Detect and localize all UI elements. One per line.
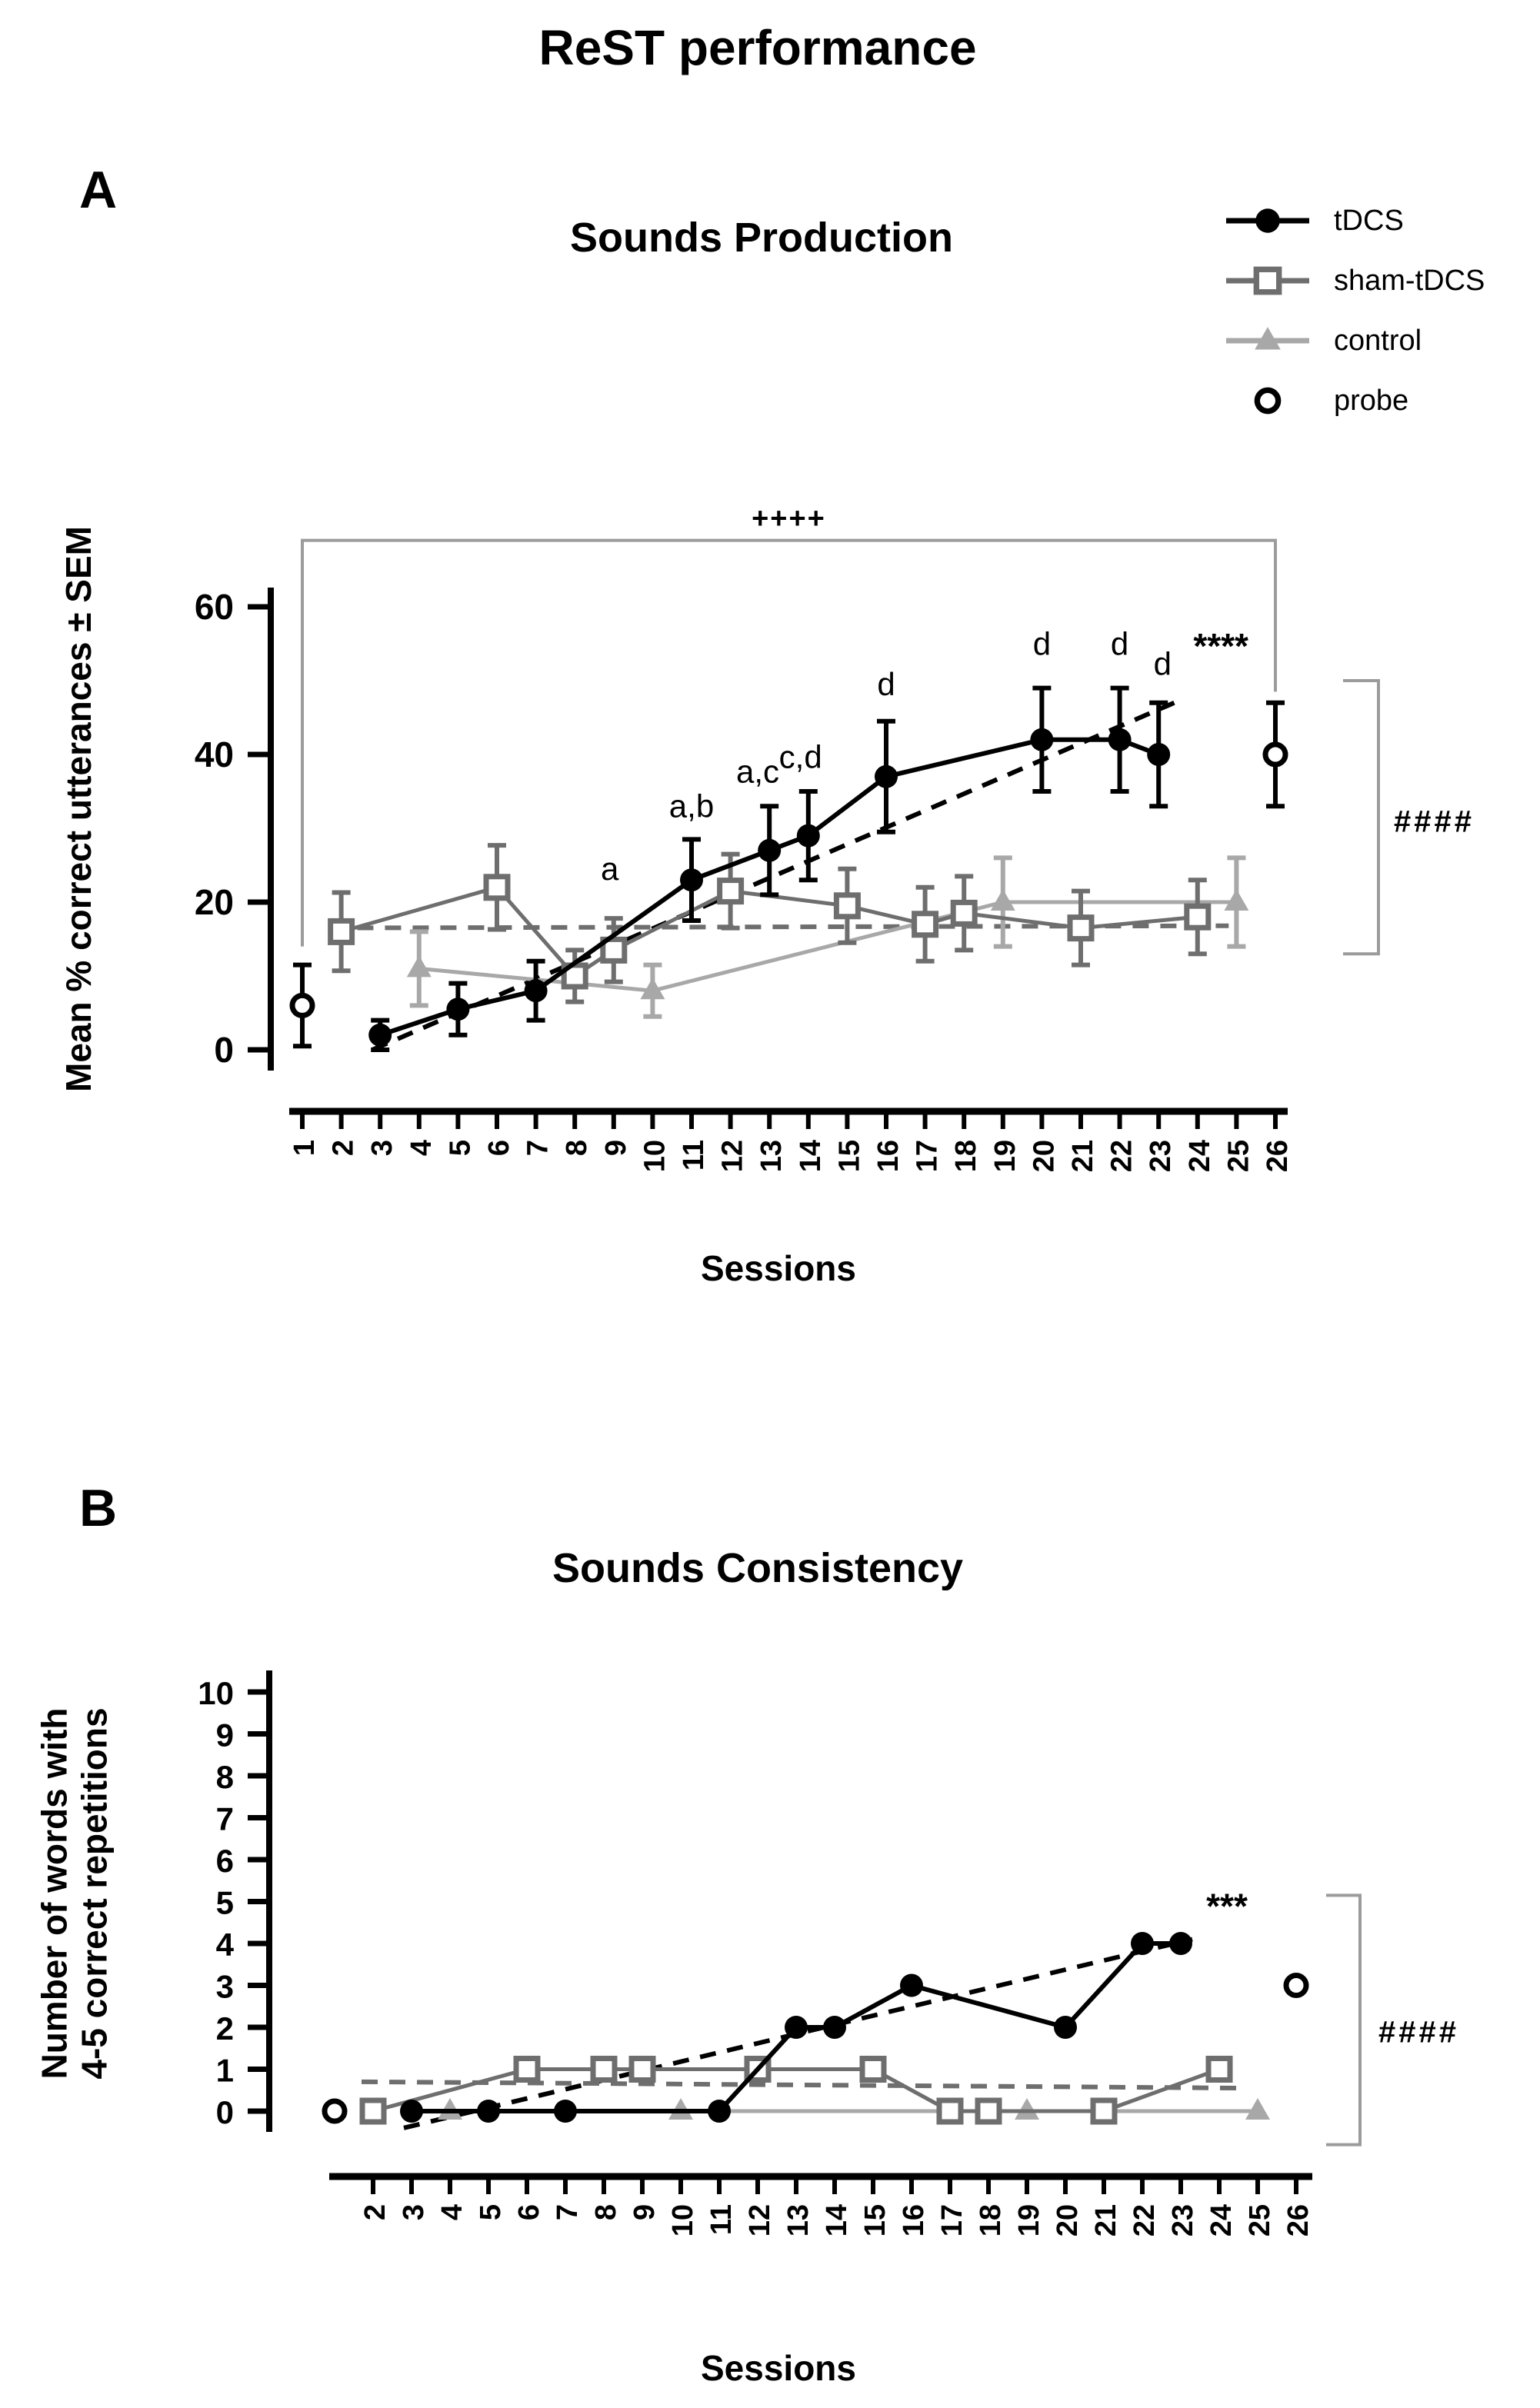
svg-text:++++: ++++ bbox=[752, 502, 826, 535]
svg-text:7: 7 bbox=[215, 1800, 234, 1837]
svg-text:24: 24 bbox=[1205, 2204, 1238, 2237]
svg-text:6: 6 bbox=[483, 1140, 515, 1157]
svg-text:21: 21 bbox=[1067, 1140, 1099, 1173]
svg-text:9: 9 bbox=[215, 1717, 234, 1754]
svg-text:####: #### bbox=[1394, 804, 1475, 839]
svg-text:d: d bbox=[1032, 625, 1052, 662]
svg-text:9: 9 bbox=[599, 1140, 632, 1157]
figure-title: ReST performance bbox=[538, 20, 977, 75]
svg-text:60: 60 bbox=[194, 587, 234, 627]
svg-text:20: 20 bbox=[194, 882, 234, 922]
svg-text:13: 13 bbox=[755, 1140, 788, 1173]
svg-text:d: d bbox=[1110, 625, 1129, 662]
panel-b-y-axis-title-line1: Number of words with bbox=[34, 1707, 75, 2080]
axes bbox=[195, 587, 1294, 1172]
svg-text:a,c: a,c bbox=[736, 753, 780, 790]
panel-A-chart bbox=[195, 503, 1475, 1173]
svg-text:2: 2 bbox=[215, 2010, 234, 2047]
svg-text:9: 9 bbox=[628, 2204, 661, 2221]
svg-text:18: 18 bbox=[975, 2204, 1007, 2237]
svg-text:15: 15 bbox=[859, 2204, 892, 2237]
svg-text:25: 25 bbox=[1244, 2204, 1276, 2237]
panel-b-y-axis-title-line2: 4-5 correct repetitions bbox=[74, 1707, 114, 2080]
svg-text:4: 4 bbox=[215, 1927, 234, 1963]
svg-text:3: 3 bbox=[366, 1140, 399, 1157]
svg-text:16: 16 bbox=[872, 1140, 905, 1173]
panel-a-y-axis-title: Mean % correct utterances ± SEM bbox=[58, 526, 98, 1092]
series-probe bbox=[325, 1976, 1306, 2122]
svg-text:26: 26 bbox=[1282, 2204, 1315, 2237]
svg-text:12: 12 bbox=[716, 1140, 749, 1173]
svg-text:a: a bbox=[601, 851, 619, 888]
svg-text:2: 2 bbox=[359, 2204, 392, 2221]
svg-text:0: 0 bbox=[215, 2094, 234, 2130]
svg-text:11: 11 bbox=[705, 2204, 738, 2236]
svg-text:20: 20 bbox=[1052, 2204, 1084, 2237]
panel-a-letter: A bbox=[79, 161, 118, 219]
bracket-top bbox=[302, 503, 1275, 947]
svg-text:3: 3 bbox=[215, 1968, 234, 2005]
svg-text:17: 17 bbox=[911, 1140, 944, 1173]
svg-text:6: 6 bbox=[215, 1843, 234, 1879]
svg-text:d: d bbox=[1153, 645, 1172, 682]
svg-text:21: 21 bbox=[1090, 2204, 1122, 2237]
legend-label: control bbox=[1334, 324, 1422, 357]
svg-text:c,d: c,d bbox=[778, 738, 822, 775]
svg-text:***: *** bbox=[1206, 1886, 1248, 1927]
series-tDCS bbox=[368, 688, 1170, 1050]
svg-text:2: 2 bbox=[327, 1140, 360, 1157]
svg-text:5: 5 bbox=[215, 1884, 234, 1921]
significance-annotations bbox=[1206, 1886, 1248, 1926]
panel-b-letter: B bbox=[79, 1479, 118, 1537]
svg-text:23: 23 bbox=[1167, 2204, 1199, 2237]
svg-text:4: 4 bbox=[405, 1140, 438, 1157]
bracket-right bbox=[1343, 681, 1475, 954]
svg-text:1: 1 bbox=[215, 2052, 234, 2089]
svg-text:6: 6 bbox=[513, 2204, 545, 2221]
svg-text:15: 15 bbox=[833, 1140, 866, 1173]
svg-text:26: 26 bbox=[1262, 1140, 1294, 1173]
svg-text:22: 22 bbox=[1128, 2204, 1161, 2237]
svg-text:13: 13 bbox=[782, 2204, 815, 2237]
legend-label: sham-tDCS bbox=[1334, 264, 1485, 297]
svg-text:17: 17 bbox=[936, 2204, 968, 2237]
panel-b-x-axis-title: Sessions bbox=[701, 2348, 856, 2388]
svg-text:25: 25 bbox=[1222, 1140, 1255, 1173]
svg-text:####: #### bbox=[1378, 2015, 1459, 2050]
svg-text:1: 1 bbox=[288, 1140, 321, 1157]
svg-text:****: **** bbox=[1193, 626, 1248, 667]
svg-text:14: 14 bbox=[821, 2204, 853, 2237]
svg-text:5: 5 bbox=[444, 1140, 477, 1157]
svg-text:19: 19 bbox=[1013, 2204, 1045, 2237]
svg-text:12: 12 bbox=[744, 2204, 776, 2237]
svg-text:0: 0 bbox=[214, 1030, 234, 1070]
panel-B-chart bbox=[198, 1670, 1459, 2236]
svg-text:7: 7 bbox=[552, 2204, 584, 2221]
svg-text:8: 8 bbox=[215, 1759, 234, 1795]
svg-text:d: d bbox=[877, 666, 895, 703]
svg-text:5: 5 bbox=[475, 2204, 507, 2221]
svg-text:4: 4 bbox=[436, 2204, 468, 2221]
svg-text:19: 19 bbox=[988, 1140, 1022, 1173]
panel-a-title: Sounds Production bbox=[570, 215, 953, 261]
svg-text:7: 7 bbox=[522, 1140, 555, 1157]
svg-text:10: 10 bbox=[667, 2204, 699, 2237]
svg-text:14: 14 bbox=[794, 1140, 827, 1173]
svg-text:10: 10 bbox=[638, 1140, 672, 1173]
panel-b-title: Sounds Consistency bbox=[552, 1545, 964, 1591]
svg-text:16: 16 bbox=[898, 2204, 930, 2237]
series-tDCS bbox=[400, 1932, 1192, 2123]
svg-text:11: 11 bbox=[678, 1140, 710, 1171]
svg-text:10: 10 bbox=[198, 1675, 234, 1711]
svg-text:22: 22 bbox=[1105, 1140, 1138, 1173]
svg-text:8: 8 bbox=[561, 1140, 594, 1157]
panel-a-x-axis-title: Sessions bbox=[701, 1248, 856, 1288]
svg-text:a,b: a,b bbox=[668, 788, 715, 824]
legend-label: probe bbox=[1334, 384, 1409, 417]
svg-text:18: 18 bbox=[950, 1140, 983, 1173]
svg-text:8: 8 bbox=[590, 2204, 622, 2221]
svg-text:23: 23 bbox=[1145, 1140, 1178, 1173]
svg-text:40: 40 bbox=[194, 734, 234, 774]
svg-text:20: 20 bbox=[1028, 1140, 1061, 1173]
legend-label: tDCS bbox=[1334, 204, 1404, 237]
svg-text:3: 3 bbox=[398, 2204, 430, 2221]
bracket-right bbox=[1326, 1895, 1459, 2144]
svg-text:24: 24 bbox=[1183, 1140, 1216, 1173]
